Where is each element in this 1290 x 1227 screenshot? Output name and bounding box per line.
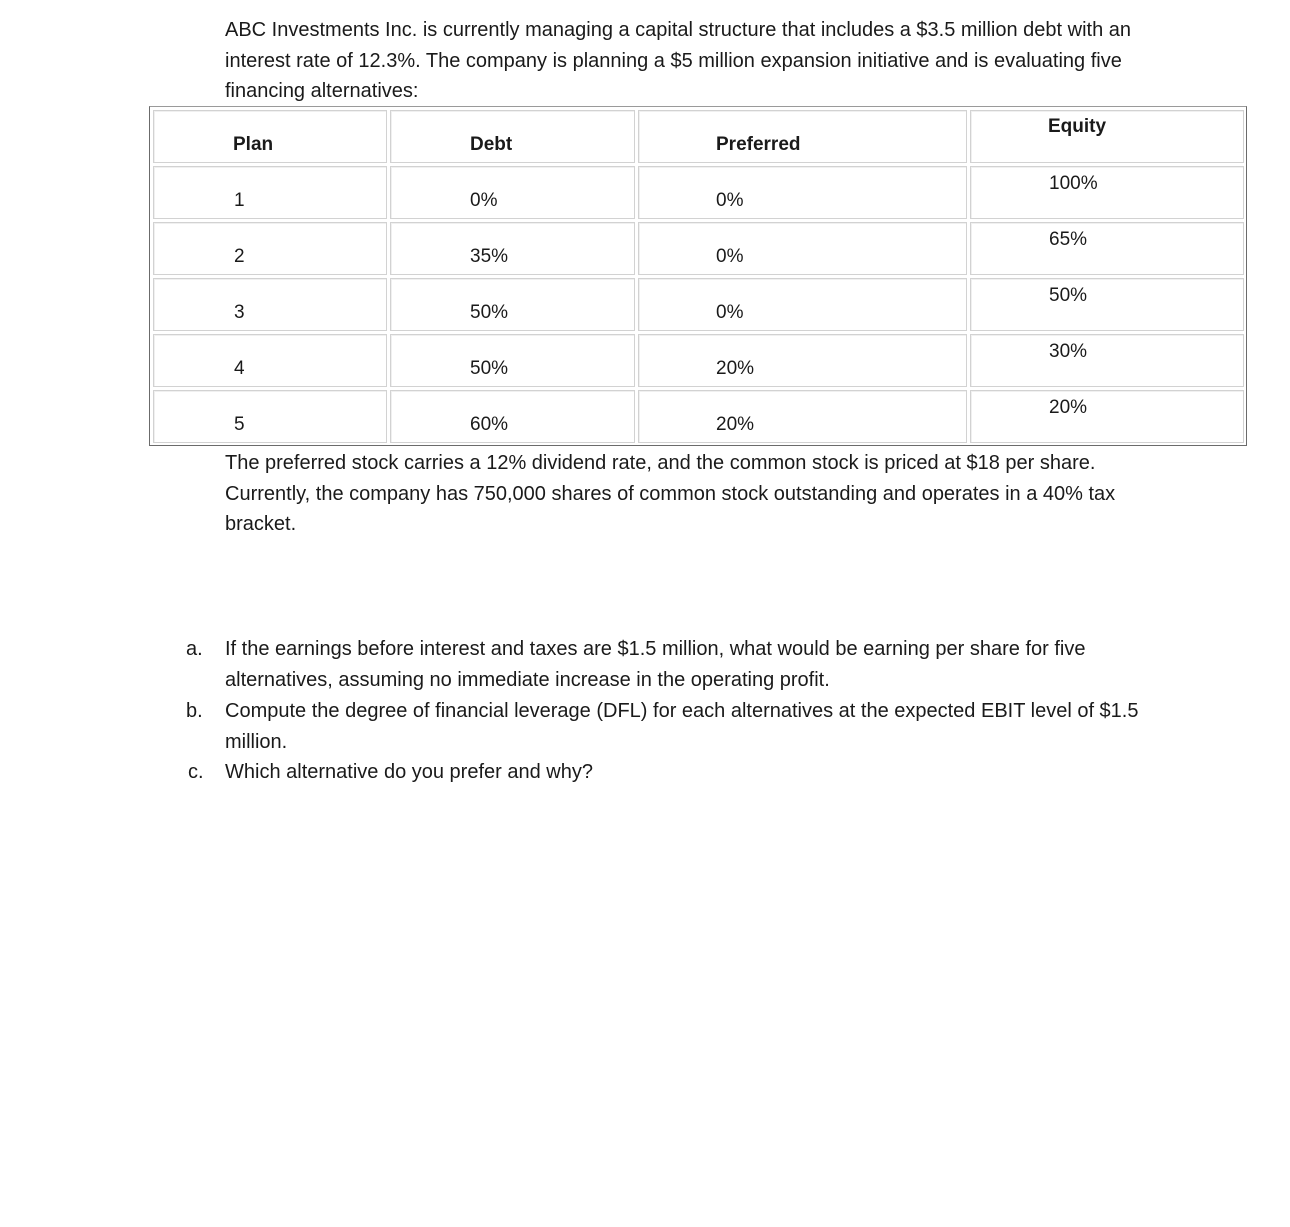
question-label: c. bbox=[188, 761, 204, 783]
assumptions-paragraph: The preferred stock carries a 12% dividend rate, and the common stock is priced at $18 per share. Currently, the company has 750,000 shares of common stock outstanding and operates in a 40% tax bracket. bbox=[225, 452, 1116, 535]
cell-plan: 3 bbox=[153, 278, 387, 331]
financing-alternatives-table bbox=[149, 106, 1247, 446]
table-row bbox=[150, 166, 1246, 219]
question-text: Which alternative do you prefer and why? bbox=[225, 761, 593, 783]
cell-plan: 4 bbox=[153, 334, 387, 387]
cell-equity: 50% bbox=[970, 278, 1244, 331]
cell-debt: 50% bbox=[390, 278, 635, 331]
cell-preferred: 20% bbox=[638, 334, 967, 387]
cell-preferred: 0% bbox=[638, 278, 967, 331]
cell-preferred: 0% bbox=[638, 222, 967, 275]
header-cell-plan: Plan bbox=[153, 110, 387, 163]
header-cell-debt: Debt bbox=[390, 110, 635, 163]
cell-preferred: 20% bbox=[638, 390, 967, 443]
table-header-row bbox=[150, 110, 1246, 163]
table-row bbox=[150, 278, 1246, 331]
cell-plan: 2 bbox=[153, 222, 387, 275]
cell-equity: 20% bbox=[970, 390, 1244, 443]
question-label: b. bbox=[186, 700, 203, 722]
question-text: Compute the degree of financial leverage (DFL) for each alternatives at the expected EBIT level of $1.5 million. bbox=[225, 700, 1139, 753]
cell-equity: 100% bbox=[970, 166, 1244, 219]
cell-equity: 65% bbox=[970, 222, 1244, 275]
table-row bbox=[150, 222, 1246, 275]
question-label: a. bbox=[186, 638, 203, 660]
cell-plan: 5 bbox=[153, 390, 387, 443]
question-text: If the earnings before interest and taxes are $1.5 million, what would be earning per share for five alternatives, assuming no immediate increase in the operating profit. bbox=[225, 638, 1086, 691]
cell-debt: 50% bbox=[390, 334, 635, 387]
intro-paragraph: ABC Investments Inc. is currently managing a capital structure that includes a $3.5 million debt with an interest rate of 12.3%. The company is planning a $5 million expansion initiative and is evaluating five financing alternatives: bbox=[225, 19, 1132, 102]
table-row bbox=[150, 390, 1246, 443]
cell-equity: 30% bbox=[970, 334, 1244, 387]
cell-preferred: 0% bbox=[638, 166, 967, 219]
header-cell-preferred: Preferred bbox=[638, 110, 967, 163]
cell-plan: 1 bbox=[153, 166, 387, 219]
cell-debt: 0% bbox=[390, 166, 635, 219]
header-cell-equity: Equity bbox=[970, 110, 1244, 163]
cell-debt: 35% bbox=[390, 222, 635, 275]
table-row bbox=[150, 334, 1246, 387]
cell-debt: 60% bbox=[390, 390, 635, 443]
